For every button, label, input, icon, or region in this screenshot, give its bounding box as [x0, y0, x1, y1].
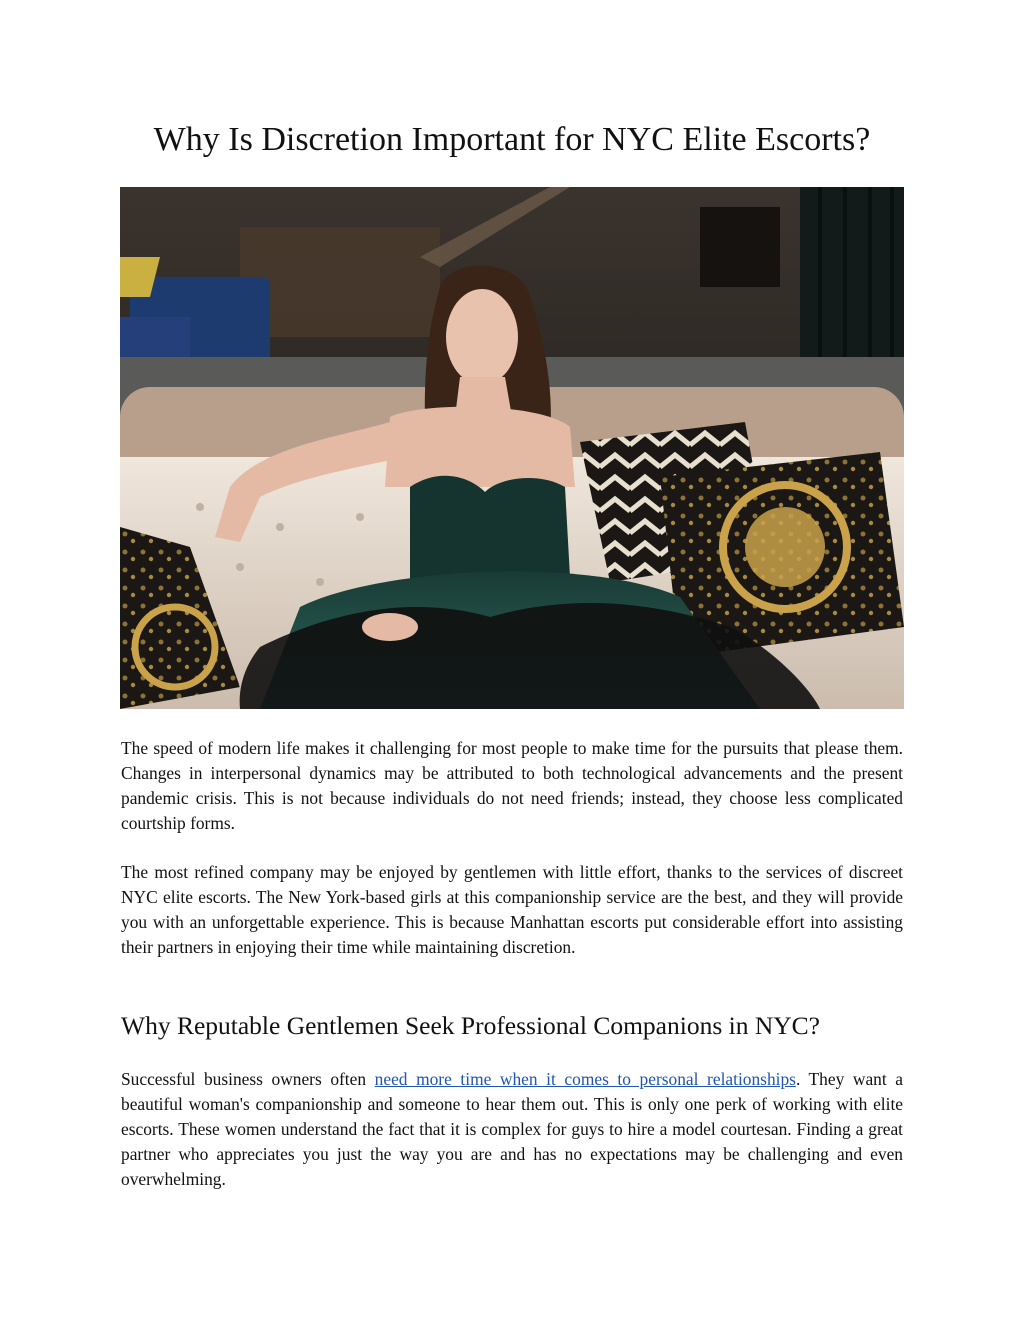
page-title: Why Is Discretion Important for NYC Elite Escorts? [153, 121, 871, 158]
hero-photo-illustration [120, 187, 904, 709]
intro-paragraph: The speed of modern life makes it challenging for most people to make time for the pursuits that please them. Changes in interpersonal dynamics may be attributed to both technological advancements and the present pandemic crisis. This is not because individuals do not need friends; instead, they choose less complicated courtship forms. [121, 738, 903, 833]
personal-relationships-link[interactable]: need more time when it comes to personal relationships [374, 1069, 796, 1089]
paragraph-text-before-link: Successful business owners often [121, 1069, 375, 1089]
services-paragraph: The most refined company may be enjoyed by gentlemen with little effort, thanks to the services of discreet NYC elite escorts. The New York-based girls at this companionship service are the best, and they will provide you with an unforgettable experience. This is because Manhattan escorts put considerable effort into assisting their partners in enjoying their time while maintaining discretion. [121, 862, 903, 957]
business-owners-paragraph [121, 1067, 903, 1192]
paragraph-text-after-link: . They want a beautiful woman's companionship and someone to hear them out. This is only one perk of working with elite escorts. These women understand the fact that it is complex for guys to hire a model courtesan. Finding a great partner who appreciates you just the way you are and has no expectations may be challenging and even overwhelming. [121, 1069, 904, 1189]
section-heading: Why Reputable Gentlemen Seek Professional Companions in NYC? [121, 1011, 820, 1040]
hero-photo [120, 187, 904, 709]
